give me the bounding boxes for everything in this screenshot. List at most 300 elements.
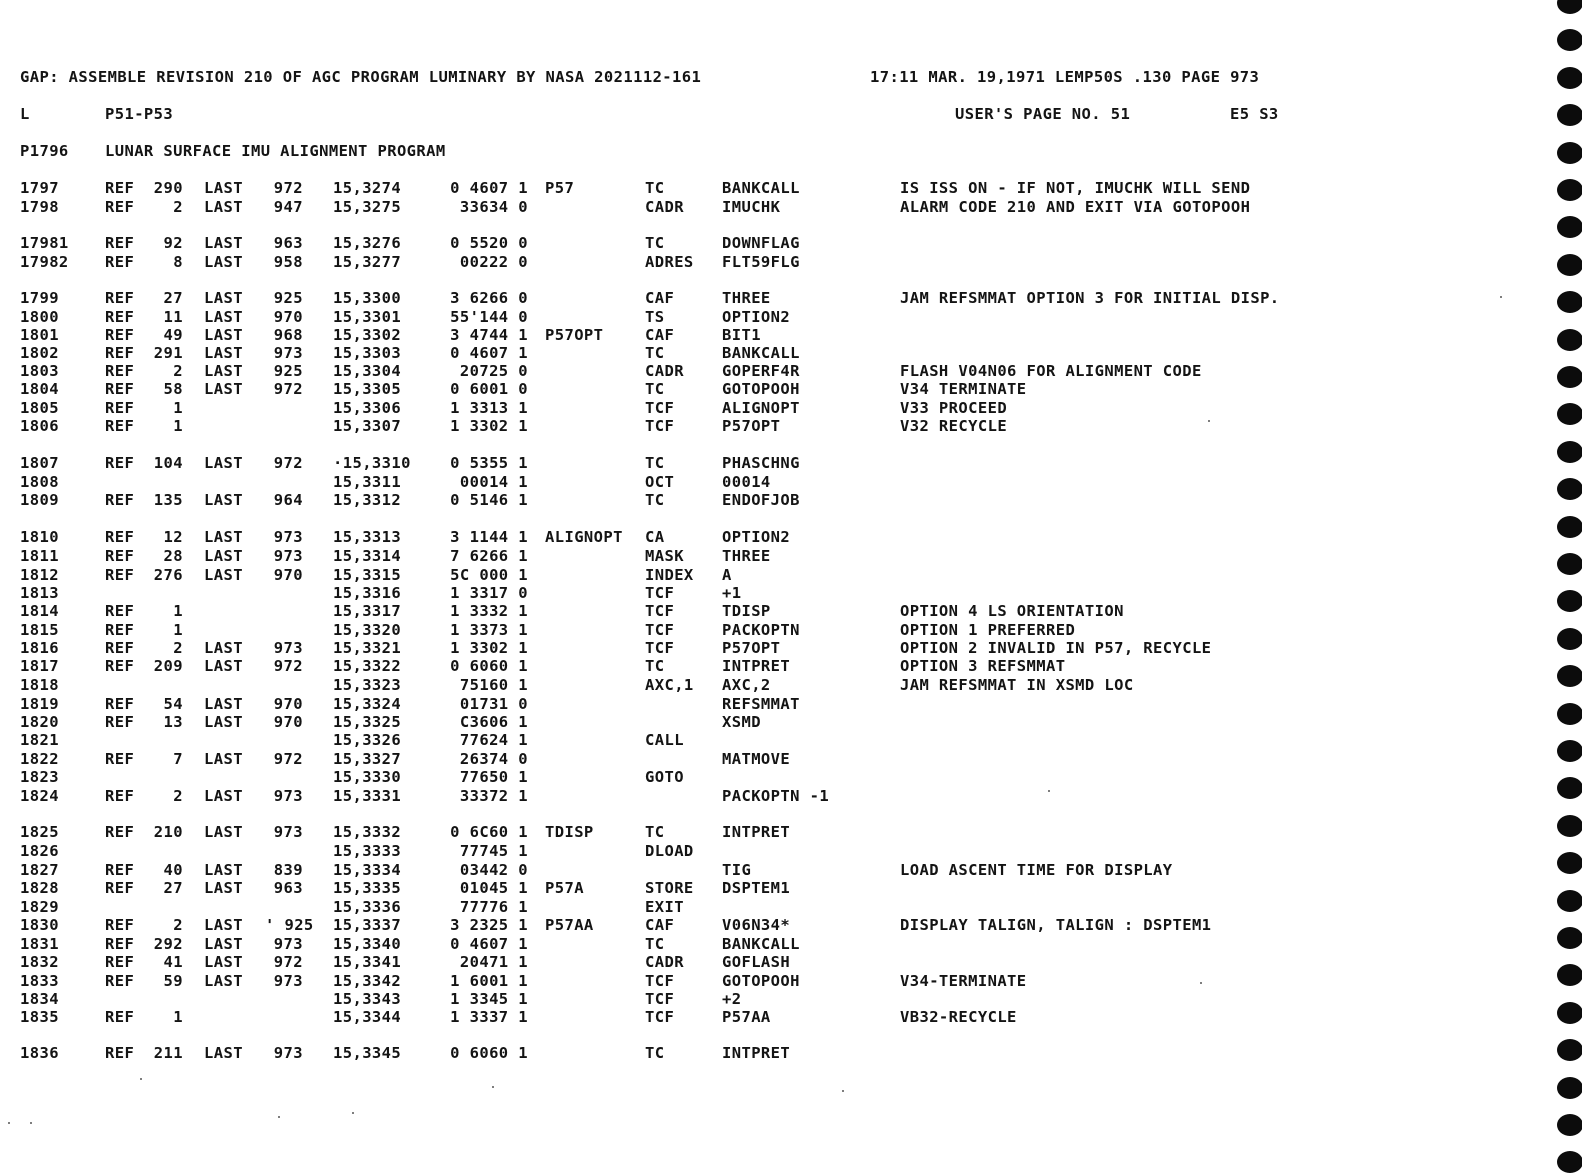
- ref-keyword: REF: [105, 417, 135, 435]
- ref-count: 58: [163, 380, 183, 398]
- last-page: 958: [273, 253, 303, 271]
- punch-hole: [1557, 890, 1582, 912]
- address: ·15,3310: [333, 454, 411, 472]
- opcode: OCT: [645, 473, 675, 491]
- listing-row: [0, 453, 1540, 473]
- comment: JAM REFSMMAT OPTION 3 FOR INITIAL DISP.: [900, 289, 1280, 307]
- listing-row: [0, 472, 1540, 492]
- listing-row: [0, 638, 1540, 658]
- last-page: 973: [273, 528, 303, 546]
- operand: V06N34*: [722, 916, 791, 934]
- ref-keyword: REF: [105, 399, 135, 417]
- ref-keyword: REF: [105, 787, 135, 805]
- listing-row: [0, 343, 1540, 363]
- octal-code: 1 3345 1: [450, 990, 528, 1008]
- ref-keyword: REF: [105, 344, 135, 362]
- address: 15,3345: [333, 1044, 402, 1062]
- address: 15,3333: [333, 842, 402, 860]
- last-keyword: LAST: [204, 1044, 243, 1062]
- operand: PHASCHNG: [722, 454, 800, 472]
- punch-hole: [1557, 590, 1582, 612]
- punch-hole: [1557, 478, 1582, 500]
- listing-row: [0, 694, 1540, 714]
- listing-row: [0, 233, 1540, 253]
- punch-hole: [1557, 1039, 1582, 1061]
- operand: XSMD: [722, 713, 761, 731]
- last-keyword: LAST: [204, 823, 243, 841]
- address: 15,3321: [333, 639, 402, 657]
- listing-row: [0, 527, 1540, 547]
- symbol-label: P57: [545, 179, 575, 197]
- scan-speck: [30, 1122, 32, 1124]
- ref-count: 12: [163, 528, 183, 546]
- opcode: TCF: [645, 972, 675, 990]
- last-keyword: LAST: [204, 547, 243, 565]
- opcode: CADR: [645, 362, 684, 380]
- punch-hole: [1557, 927, 1582, 949]
- opcode: TC: [645, 179, 665, 197]
- ref-count: 292: [153, 935, 183, 953]
- line-number: 1804: [20, 380, 59, 398]
- address: 15,3344: [333, 1008, 402, 1026]
- comment: V33 PROCEED: [900, 399, 1008, 417]
- listing-row: [0, 490, 1540, 510]
- punch-hole: [1557, 1114, 1582, 1136]
- ref-count: 290: [153, 179, 183, 197]
- listing-row: [0, 841, 1540, 861]
- line-number: 1817: [20, 657, 59, 675]
- listing-row: [0, 822, 1540, 842]
- ref-count: 27: [163, 289, 183, 307]
- comment: OPTION 4 LS ORIENTATION: [900, 602, 1124, 620]
- last-keyword: LAST: [204, 861, 243, 879]
- address: 15,3324: [333, 695, 402, 713]
- ref-count: 1: [173, 621, 183, 639]
- last-keyword: LAST: [204, 198, 243, 216]
- operand: P57AA: [722, 1008, 771, 1026]
- operand: ENDOFJOB: [722, 491, 800, 509]
- line-number: 1818: [20, 676, 59, 694]
- ref-keyword: REF: [105, 234, 135, 252]
- address: 15,3302: [333, 326, 402, 344]
- ref-keyword: REF: [105, 602, 135, 620]
- ref-count: 27: [163, 879, 183, 897]
- address: 15,3314: [333, 547, 402, 565]
- address: 15,3322: [333, 657, 402, 675]
- last-page: 973: [273, 344, 303, 362]
- ref-count: 8: [173, 253, 183, 271]
- opcode: TC: [645, 935, 665, 953]
- listing-row: [0, 601, 1540, 621]
- ref-keyword: REF: [105, 179, 135, 197]
- last-keyword: LAST: [204, 953, 243, 971]
- opcode: CAF: [645, 326, 675, 344]
- line-number: 1799: [20, 289, 59, 307]
- punch-hole: [1557, 441, 1582, 463]
- listing-row: [0, 583, 1540, 603]
- page-code: E5 S3: [1230, 105, 1279, 123]
- line-number: 1834: [20, 990, 59, 1008]
- operand: IMUCHK: [722, 198, 781, 216]
- scan-speck: [278, 1116, 280, 1118]
- symbol-label: TDISP: [545, 823, 594, 841]
- line-number: 1824: [20, 787, 59, 805]
- operand: TDISP: [722, 602, 771, 620]
- octal-code: 3 4744 1: [450, 326, 528, 344]
- listing-row: [0, 565, 1540, 585]
- scan-speck: [1208, 420, 1210, 422]
- program-title: LUNAR SURFACE IMU ALIGNMENT PROGRAM: [105, 142, 446, 160]
- octal-code: 55'144 0: [450, 308, 528, 326]
- last-page: 970: [273, 308, 303, 326]
- ref-keyword: REF: [105, 879, 135, 897]
- octal-code: 0 6060 1: [450, 657, 528, 675]
- last-page: 970: [273, 713, 303, 731]
- octal-code: C3606 1: [459, 713, 528, 731]
- header-line-3: [0, 141, 1540, 161]
- punch-hole: [1557, 703, 1582, 725]
- ref-keyword: REF: [105, 362, 135, 380]
- opcode: TCF: [645, 639, 675, 657]
- address: 15,3317: [333, 602, 402, 620]
- punch-hole: [1557, 628, 1582, 650]
- scan-speck: [842, 1090, 844, 1092]
- opcode: CADR: [645, 198, 684, 216]
- opcode: CAF: [645, 289, 675, 307]
- octal-code: 1 3332 1: [450, 602, 528, 620]
- last-page: 970: [273, 566, 303, 584]
- ref-keyword: REF: [105, 454, 135, 472]
- last-page: 972: [273, 657, 303, 675]
- listing-row: [0, 656, 1540, 676]
- line-number: 1807: [20, 454, 59, 472]
- address: 15,3315: [333, 566, 402, 584]
- header-line-2: [0, 104, 1540, 124]
- octal-code: 01045 1: [459, 879, 528, 897]
- listing-row: [0, 675, 1540, 695]
- last-keyword: LAST: [204, 491, 243, 509]
- comment: IS ISS ON - IF NOT, IMUCHK WILL SEND: [900, 179, 1251, 197]
- octal-code: 01731 0: [459, 695, 528, 713]
- punch-hole: [1557, 964, 1582, 986]
- punch-hole: [1557, 1077, 1582, 1099]
- comment: V34-TERMINATE: [900, 972, 1027, 990]
- octal-code: 20471 1: [459, 953, 528, 971]
- listing-row: [0, 934, 1540, 954]
- scan-speck: [8, 1122, 10, 1124]
- ref-count: 2: [173, 787, 183, 805]
- operand: P57OPT: [722, 417, 781, 435]
- opcode: TC: [645, 823, 665, 841]
- last-page: 947: [273, 198, 303, 216]
- punch-hole: [1557, 1151, 1582, 1173]
- address: 15,3301: [333, 308, 402, 326]
- listing-row: [0, 712, 1540, 732]
- line-number: 1814: [20, 602, 59, 620]
- listing-row: [0, 971, 1540, 991]
- address: 15,3334: [333, 861, 402, 879]
- last-page: 972: [273, 454, 303, 472]
- ref-count: 135: [153, 491, 183, 509]
- ref-keyword: REF: [105, 953, 135, 971]
- ref-count: 40: [163, 861, 183, 879]
- octal-code: 1 3317 0: [450, 584, 528, 602]
- octal-code: 0 6001 0: [450, 380, 528, 398]
- address: 15,3336: [333, 898, 402, 916]
- symbol-label: P57OPT: [545, 326, 604, 344]
- punch-hole: [1557, 852, 1582, 874]
- punch-hole: [1557, 104, 1582, 126]
- scan-speck: [1500, 296, 1502, 298]
- last-page: 973: [273, 935, 303, 953]
- punch-hole: [1557, 740, 1582, 762]
- address: 15,3343: [333, 990, 402, 1008]
- opcode: TCF: [645, 621, 675, 639]
- ref-keyword: REF: [105, 639, 135, 657]
- last-keyword: LAST: [204, 253, 243, 271]
- address: 15,3337: [333, 916, 402, 934]
- operand: AXC,2: [722, 676, 771, 694]
- ref-keyword: REF: [105, 657, 135, 675]
- operand: 00014: [722, 473, 771, 491]
- line-number: 1830: [20, 916, 59, 934]
- address: 15,3340: [333, 935, 402, 953]
- line-number: 1808: [20, 473, 59, 491]
- octal-code: 0 4607 1: [450, 344, 528, 362]
- operand: BIT1: [722, 326, 761, 344]
- address: 15,3307: [333, 417, 402, 435]
- octal-code: 33372 1: [459, 787, 528, 805]
- ref-count: 104: [153, 454, 183, 472]
- punch-hole: [1557, 216, 1582, 238]
- last-keyword: LAST: [204, 566, 243, 584]
- line-number: 1831: [20, 935, 59, 953]
- octal-code: 0 5520 0: [450, 234, 528, 252]
- scan-speck: [1048, 790, 1050, 792]
- operand: THREE: [722, 547, 771, 565]
- last-keyword: LAST: [204, 787, 243, 805]
- last-page: 925: [273, 289, 303, 307]
- octal-code: 26374 0: [459, 750, 528, 768]
- ref-keyword: REF: [105, 823, 135, 841]
- listing-row: [0, 952, 1540, 972]
- ref-keyword: REF: [105, 528, 135, 546]
- address: 15,3330: [333, 768, 402, 786]
- listing-row: [0, 989, 1540, 1009]
- operand: DSPTEM1: [722, 879, 791, 897]
- ref-keyword: REF: [105, 326, 135, 344]
- line-number: 1800: [20, 308, 59, 326]
- operand: +2: [722, 990, 742, 1008]
- opcode: ADRES: [645, 253, 694, 271]
- address: 15,3323: [333, 676, 402, 694]
- operand: INTPRET: [722, 823, 791, 841]
- last-page: 972: [273, 953, 303, 971]
- address: 15,3327: [333, 750, 402, 768]
- listing-row: [0, 307, 1540, 327]
- section-name: P51-P53: [105, 105, 174, 123]
- last-keyword: LAST: [204, 308, 243, 326]
- operand: PACKOPTN -1: [722, 787, 830, 805]
- line-number: 1812: [20, 566, 59, 584]
- punch-hole: [1557, 403, 1582, 425]
- last-page: 970: [273, 695, 303, 713]
- opcode: TC: [645, 234, 665, 252]
- octal-code: 0 6060 1: [450, 1044, 528, 1062]
- last-page: 968: [273, 326, 303, 344]
- last-keyword: LAST: [204, 289, 243, 307]
- listing-row: [0, 379, 1540, 399]
- ref-count: 1: [173, 1008, 183, 1026]
- scan-speck: [492, 1086, 494, 1088]
- opcode: CA: [645, 528, 665, 546]
- punch-hole: [1557, 179, 1582, 201]
- opcode: TC: [645, 491, 665, 509]
- line-number: 1809: [20, 491, 59, 509]
- operand: MATMOVE: [722, 750, 791, 768]
- listing-row: [0, 416, 1540, 436]
- operand: GOFLASH: [722, 953, 791, 971]
- comment: LOAD ASCENT TIME FOR DISPLAY: [900, 861, 1173, 879]
- listing-row: [0, 897, 1540, 917]
- operand: ALIGNOPT: [722, 399, 800, 417]
- ref-count: 13: [163, 713, 183, 731]
- last-keyword: LAST: [204, 326, 243, 344]
- line-number: 1797: [20, 179, 59, 197]
- address: 15,3276: [333, 234, 402, 252]
- comment: OPTION 2 INVALID IN P57, RECYCLE: [900, 639, 1212, 657]
- opcode: TC: [645, 454, 665, 472]
- octal-code: 0 5146 1: [450, 491, 528, 509]
- last-keyword: LAST: [204, 362, 243, 380]
- octal-code: 3 1144 1: [450, 528, 528, 546]
- address: 15,3325: [333, 713, 402, 731]
- last-keyword: LAST: [204, 972, 243, 990]
- last-keyword: LAST: [204, 380, 243, 398]
- operand: THREE: [722, 289, 771, 307]
- operand: REFSMMAT: [722, 695, 800, 713]
- line-number: 17981: [20, 234, 69, 252]
- operand: TIG: [722, 861, 752, 879]
- listing-row: [0, 860, 1540, 880]
- ref-count: 1: [173, 602, 183, 620]
- listing-row: [0, 730, 1540, 750]
- line-number: 1813: [20, 584, 59, 602]
- punch-hole: [1557, 0, 1582, 14]
- octal-code: 03442 0: [459, 861, 528, 879]
- listing-row: [0, 1043, 1540, 1063]
- opcode: TS: [645, 308, 665, 326]
- punch-hole: [1557, 516, 1582, 538]
- comment: V34 TERMINATE: [900, 380, 1027, 398]
- punch-hole: [1557, 665, 1582, 687]
- ref-keyword: REF: [105, 566, 135, 584]
- octal-code: 1 3313 1: [450, 399, 528, 417]
- operand: INTPRET: [722, 1044, 791, 1062]
- punch-hole: [1557, 254, 1582, 276]
- opcode: CALL: [645, 731, 684, 749]
- listing-row: [0, 288, 1540, 308]
- last-page: 964: [273, 491, 303, 509]
- opcode: TCF: [645, 417, 675, 435]
- ref-count: 2: [173, 198, 183, 216]
- ref-keyword: REF: [105, 308, 135, 326]
- ref-count: 1: [173, 417, 183, 435]
- listing-row: [0, 1007, 1540, 1027]
- ref-keyword: REF: [105, 861, 135, 879]
- opcode: TC: [645, 344, 665, 362]
- ref-count: 49: [163, 326, 183, 344]
- line-number: 1823: [20, 768, 59, 786]
- octal-code: 77650 1: [459, 768, 528, 786]
- line-number: 1805: [20, 399, 59, 417]
- listing-row: [0, 749, 1540, 769]
- line-number: 1801: [20, 326, 59, 344]
- users-page-number: USER'S PAGE NO. 51: [955, 105, 1131, 123]
- address: 15,3304: [333, 362, 402, 380]
- last-keyword: LAST: [204, 713, 243, 731]
- line-number: 1798: [20, 198, 59, 216]
- scan-speck: [140, 1078, 142, 1080]
- line-number: 1811: [20, 547, 59, 565]
- octal-code: 0 4607 1: [450, 179, 528, 197]
- ref-keyword: REF: [105, 935, 135, 953]
- symbol-label: P57AA: [545, 916, 594, 934]
- address: 15,3274: [333, 179, 402, 197]
- opcode: GOTO: [645, 768, 684, 786]
- ref-keyword: REF: [105, 972, 135, 990]
- comment: JAM REFSMMAT IN XSMD LOC: [900, 676, 1134, 694]
- address: 15,3305: [333, 380, 402, 398]
- ref-keyword: REF: [105, 750, 135, 768]
- octal-code: 1 3302 1: [450, 639, 528, 657]
- line-number: 1803: [20, 362, 59, 380]
- comment: V32 RECYCLE: [900, 417, 1008, 435]
- listing-row: [0, 178, 1540, 198]
- ref-keyword: REF: [105, 380, 135, 398]
- octal-code: 0 6C60 1: [450, 823, 528, 841]
- address: 15,3331: [333, 787, 402, 805]
- ref-count: 211: [153, 1044, 183, 1062]
- ref-count: 2: [173, 362, 183, 380]
- operand: BANKCALL: [722, 344, 800, 362]
- listing-row: [0, 361, 1540, 381]
- ref-keyword: REF: [105, 547, 135, 565]
- operand: OPTION2: [722, 308, 791, 326]
- opcode: TCF: [645, 990, 675, 1008]
- line-number: 1828: [20, 879, 59, 897]
- operand: GOTOPOOH: [722, 380, 800, 398]
- ref-keyword: REF: [105, 1044, 135, 1062]
- octal-code: 75160 1: [459, 676, 528, 694]
- punch-hole: [1557, 366, 1582, 388]
- punch-hole: [1557, 67, 1582, 89]
- ref-keyword: REF: [105, 621, 135, 639]
- line-number: 1821: [20, 731, 59, 749]
- scan-speck: [1200, 982, 1202, 984]
- address: 15,3316: [333, 584, 402, 602]
- scan-speck: [352, 1112, 354, 1114]
- last-page: 972: [273, 750, 303, 768]
- last-keyword: LAST: [204, 344, 243, 362]
- ref-count: 1: [173, 399, 183, 417]
- opcode: TC: [645, 1044, 665, 1062]
- listing-row: [0, 325, 1540, 345]
- opcode: CAF: [645, 916, 675, 934]
- last-keyword: LAST: [204, 528, 243, 546]
- octal-code: 1 3337 1: [450, 1008, 528, 1026]
- last-keyword: LAST: [204, 454, 243, 472]
